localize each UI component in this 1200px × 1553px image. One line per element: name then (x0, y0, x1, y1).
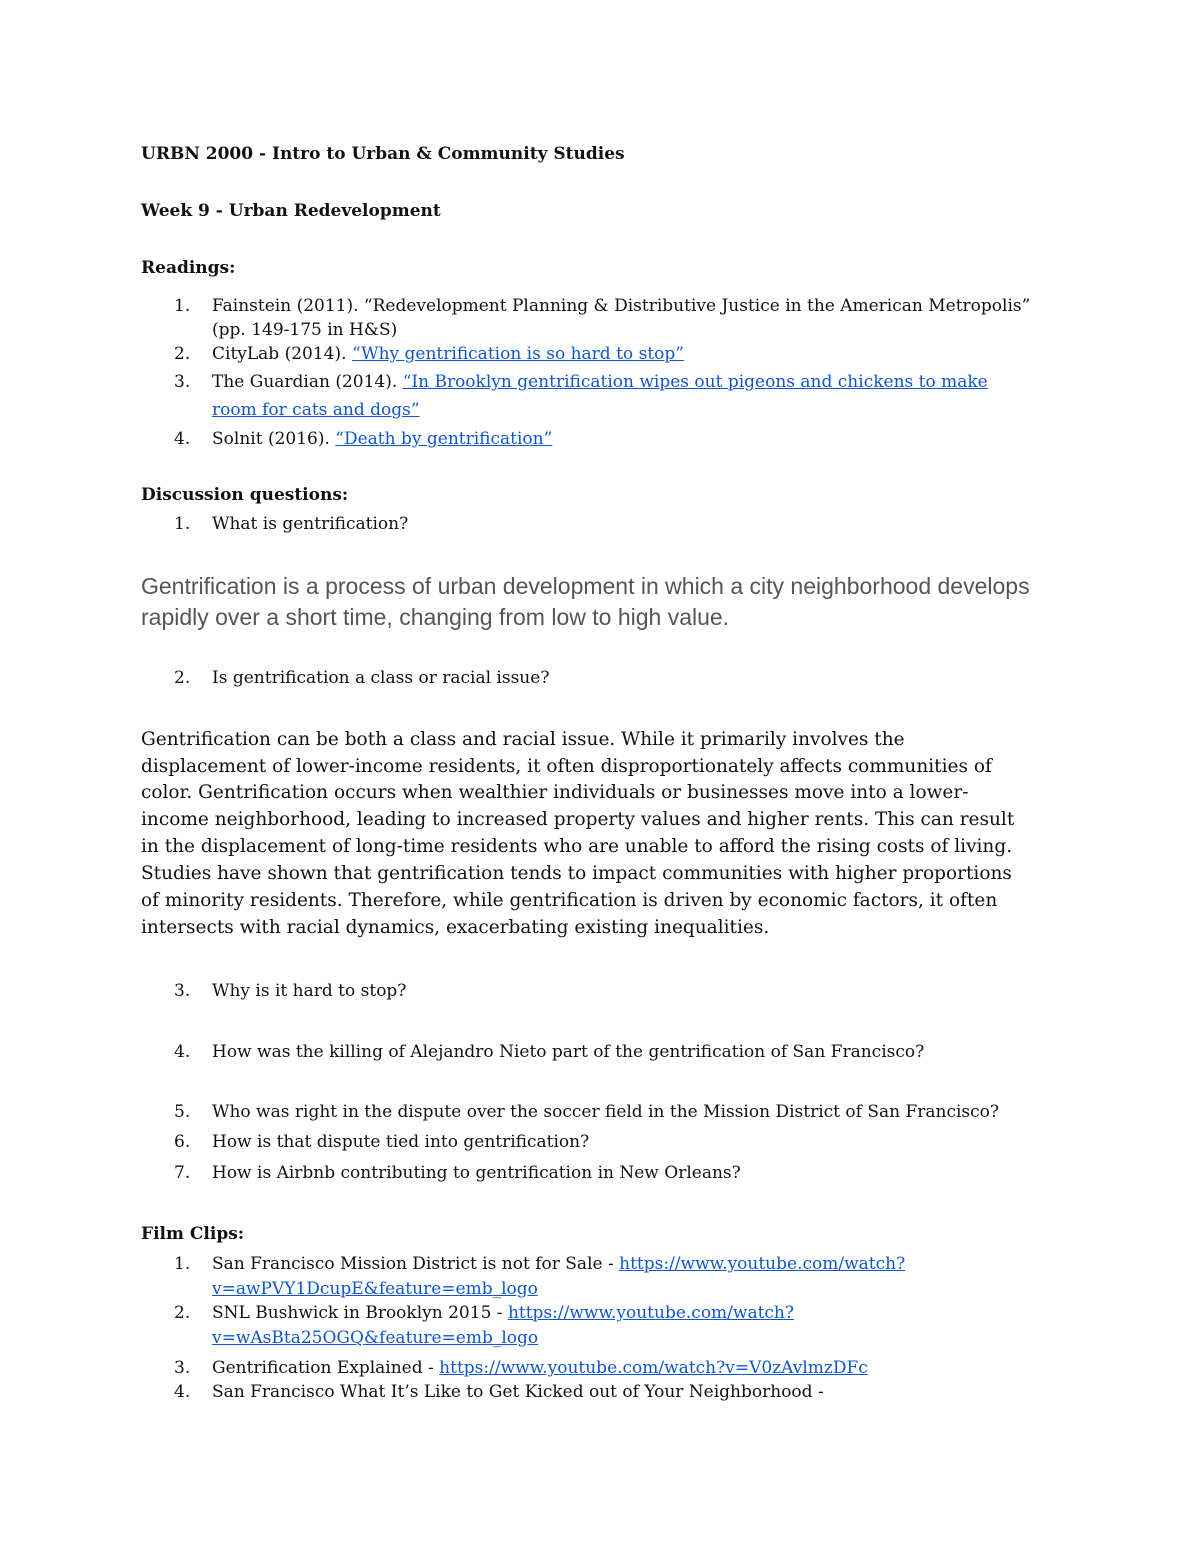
question-number: 6. (174, 1132, 191, 1152)
clip-title: San Francisco What It’s Like to Get Kicked out of Your Neighborhood - (212, 1382, 824, 1402)
reading-link[interactable]: “In Brooklyn gentrification wipes out pigeons and chickens to make (402, 372, 988, 392)
question-number: 5. (174, 1102, 191, 1122)
course-title: URBN 2000 - Intro to Urban & Community Studies (141, 144, 625, 164)
question-number: 3. (174, 981, 191, 1001)
reading-link[interactable]: room for cats and dogs” (212, 400, 420, 420)
clip-line (212, 1253, 905, 1275)
question-number: 4. (174, 1042, 191, 1062)
clip-link[interactable]: v=awPVY1DcupE&feature=emb_logo (212, 1279, 538, 1299)
reading-number: 2. (174, 344, 191, 364)
clip-line (212, 1302, 794, 1324)
answer-line: Studies have shown that gentrification tends to impact communities with higher proportions (141, 863, 1012, 884)
clip-link[interactable]: https://www.youtube.com/watch? (619, 1254, 906, 1274)
clip-title: SNL Bushwick in Brooklyn 2015 - (212, 1303, 508, 1323)
clip-title: Gentrification Explained - (212, 1358, 440, 1378)
answer-line: in the displacement of long-time residents who are unable to afford the rising costs of living. (141, 836, 1013, 857)
clip-link[interactable]: https://www.youtube.com/watch?v=V0zAvlmzDFc (439, 1358, 868, 1378)
question-text: How was the killing of Alejandro Nieto part of the gentrification of San Francisco? (212, 1042, 925, 1062)
answer-line: color. Gentrification occurs when wealthier individuals or businesses move into a lower- (141, 782, 969, 803)
clip-number: 1. (174, 1254, 191, 1274)
answer-line: income neighborhood, leading to increased property values and higher rents. This can result (141, 809, 1015, 830)
answer-line: of minority residents. Therefore, while gentrification is driven by economic factors, it often (141, 890, 998, 911)
reading-source: CityLab (2014). (212, 344, 352, 364)
answer-line: Gentrification is a process of urban development in which a city neighborhood develops (141, 573, 1030, 599)
week-title: Week 9 - Urban Redevelopment (141, 201, 441, 221)
question-text: How is Airbnb contributing to gentrification in New Orleans? (212, 1163, 741, 1183)
reading-link[interactable]: “Death by gentrification” (335, 429, 553, 449)
reading-source: Solnit (2016). (212, 429, 336, 449)
film-clips-heading: Film Clips: (141, 1224, 245, 1244)
reading-text: (pp. 149-175 in H&S) (212, 320, 398, 340)
question-text: What is gentrification? (212, 514, 409, 534)
clip-number: 4. (174, 1382, 191, 1402)
reading-number: 4. (174, 429, 191, 449)
readings-heading: Readings: (141, 258, 236, 278)
clip-link[interactable]: https://www.youtube.com/watch? (507, 1303, 794, 1323)
clip-line (212, 1278, 538, 1300)
reading-number: 3. (174, 372, 191, 392)
reading-line (212, 343, 684, 365)
clip-line (212, 1381, 824, 1403)
answer-line: Gentrification can be both a class and racial issue. While it primarily involves the (141, 729, 905, 750)
clip-link[interactable]: v=wAsBta25OGQ&feature=emb_logo (212, 1328, 539, 1348)
reading-line (212, 428, 552, 450)
question-text: How is that dispute tied into gentrification? (212, 1132, 590, 1152)
reading-text: Fainstein (2011). “Redevelopment Planning & Distributive Justice in the American Metropolis” (212, 296, 1031, 316)
clip-title: San Francisco Mission District is not for Sale - (212, 1254, 620, 1274)
reading-number: 1. (174, 296, 191, 316)
reading-line (212, 399, 420, 421)
question-number: 7. (174, 1163, 191, 1183)
question-number: 2. (174, 668, 191, 688)
reading-source: The Guardian (2014). (212, 372, 403, 392)
answer-line: intersects with racial dynamics, exacerbating existing inequalities. (141, 917, 770, 938)
clip-number: 3. (174, 1358, 191, 1378)
question-number: 1. (174, 514, 191, 534)
question-text: Is gentrification a class or racial issue? (212, 668, 550, 688)
reading-link[interactable]: “Why gentrification is so hard to stop” (351, 344, 684, 364)
question-text: Why is it hard to stop? (212, 981, 407, 1001)
clip-number: 2. (174, 1303, 191, 1323)
clip-line (212, 1327, 538, 1349)
reading-line (212, 371, 988, 393)
clip-line (212, 1357, 868, 1379)
answer-line: rapidly over a short time, changing from low to high value. (141, 604, 730, 630)
discussion-heading: Discussion questions: (141, 485, 349, 505)
answer-line: displacement of lower-income residents, it often disproportionately affects communities of (141, 756, 992, 777)
question-text: Who was right in the dispute over the soccer field in the Mission District of San Francisco? (212, 1102, 1000, 1122)
